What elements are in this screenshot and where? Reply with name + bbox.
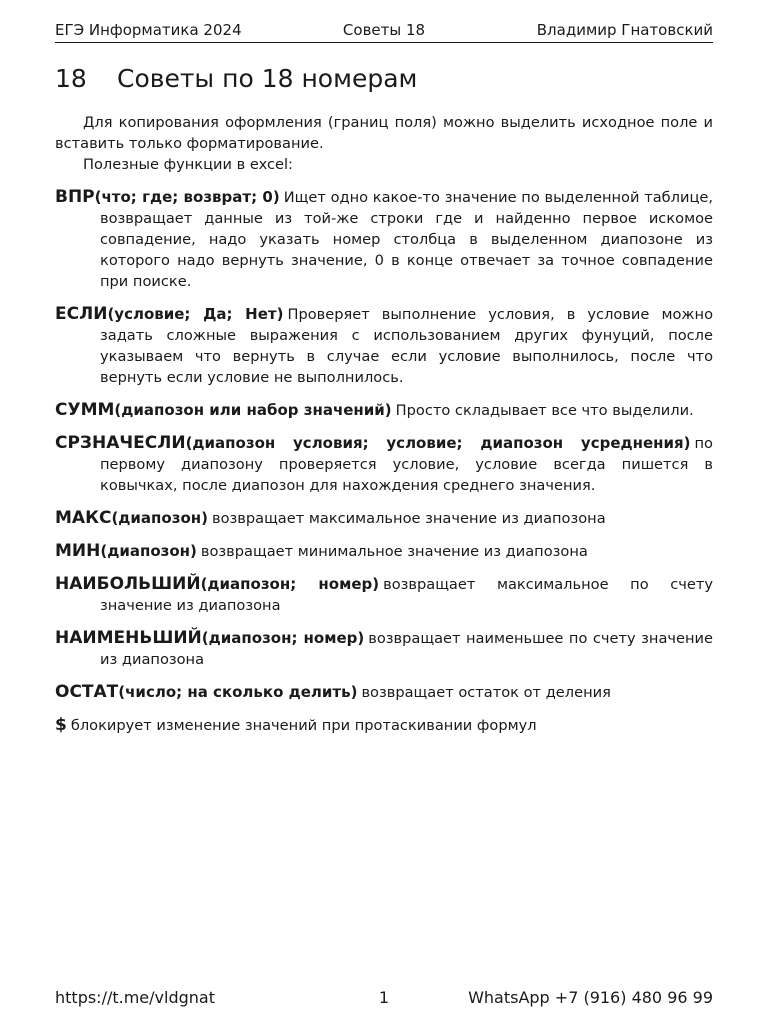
function-desc: Проверяет выполнение условия, в условие можно задать сложные выражения с использованием других фунуций, после указываем что вернуть в случае если условие выполнилось, после что вернуть если условие не выполнилось. [100,306,713,386]
section-title [55,64,417,93]
function-item-naimenshiy [55,628,713,670]
function-item-vpr [55,187,713,292]
function-args: (диапозон условия; условие; диапозон усреднения) [185,434,691,452]
function-name: МАКС [55,508,112,528]
function-item-esli [55,304,713,388]
function-desc: возвращает наименьшее по счету значение из диапозона [100,630,713,668]
function-item-summ [55,400,713,421]
intro-paragraph: Полезные функции в excel: [83,156,293,173]
function-item-srznachesli [55,433,713,496]
function-desc: возвращает минимальное значение из диапозона [200,543,588,560]
function-args: (диапозон; номер) [201,629,365,647]
function-desc: Просто складывает все что выделили. [395,402,694,419]
function-args: (диапозон; номер) [200,575,380,593]
header-author: Владимир Гнатовский [536,21,713,39]
function-name: ЕСЛИ [55,304,108,324]
document-body [55,112,713,748]
function-desc: возвращает максимальное значение из диапозона [211,510,606,527]
header-topic: Советы 18 [342,21,426,39]
function-item-ostat [55,682,713,703]
function-item-maks [55,508,713,529]
function-name: ВПР [55,187,95,207]
function-args: (диапозон или набор значений) [114,401,392,419]
function-desc: Ищет одно какое-то значение по выделенной таблице, возвращает данные из той-же строки где и найденно первое искомое совпадение, надо указать номер столбца в выделенном диапозоне из которого надо вернуть значение, 0 в конце отвечает за точное совпадение при поиске. [100,189,714,290]
function-args: (условие; Да; Нет) [107,305,284,323]
footer-telegram-link[interactable]: https://t.me/vldgnat [55,988,215,1007]
function-name: НАИБОЛЬШИЙ [55,574,201,594]
page-header [55,20,713,43]
function-item-min [55,541,713,562]
footer-contact: WhatsApp +7 (916) 480 96 99 [468,988,713,1007]
function-desc: возвращает максимальное по счету значение из диапозона [100,576,713,614]
function-name: ОСТАТ [55,682,119,702]
function-name: $ [55,715,67,735]
function-name: СРЗНАЧЕСЛИ [55,433,186,453]
intro-paragraph: Для копирования оформления (границ поля) можно выделить исходное поле и вставить только форматирование. [55,114,713,152]
function-item-naibolshiy [55,574,713,616]
function-name: МИН [55,541,101,561]
section-title-text: Советы по 18 номерам [117,64,418,93]
function-desc: блокирует изменение значений при протаскивании формул [70,717,537,734]
header-course: ЕГЭ Информатика 2024 [55,21,242,39]
function-desc: возвращает остаток от деления [361,684,611,701]
page-footer [55,988,713,1010]
section-number: 18 [55,64,87,93]
function-args: (диапозон) [111,509,208,527]
function-item-dollar [55,715,713,736]
function-name: СУММ [55,400,115,420]
function-name: НАИМЕНЬШИЙ [55,628,202,648]
function-args: (что; где; возврат; 0) [94,188,280,206]
function-args: (число; на сколько делить) [118,683,358,701]
function-desc: по первому диапозону проверяется условие, условие всегда пишется в ковычках, после диапозон для нахождения среднего значения. [100,435,713,494]
page-number: 1 [378,988,390,1007]
function-list [55,187,713,736]
function-args: (диапозон) [100,542,197,560]
